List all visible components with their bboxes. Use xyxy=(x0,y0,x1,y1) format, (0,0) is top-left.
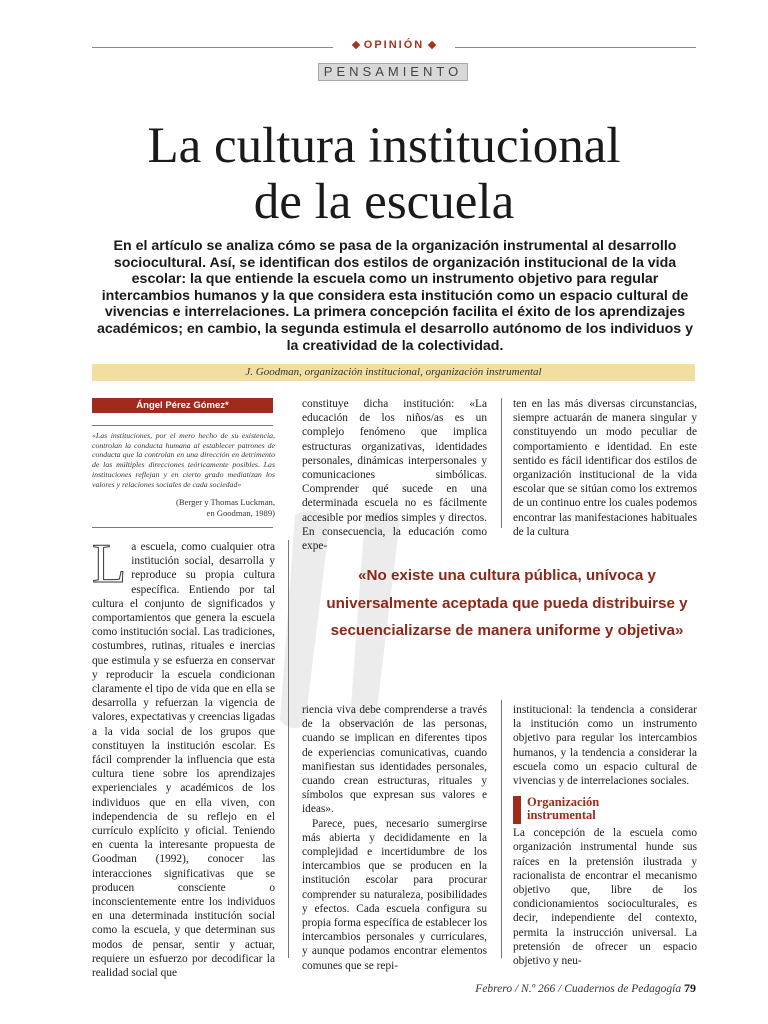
column-rule-1 xyxy=(288,540,289,958)
column-1 xyxy=(92,533,275,980)
article-title xyxy=(40,118,728,230)
footer-text: Febrero / N.º 266 / Cuadernos de Pedagogía xyxy=(475,983,682,995)
paragraph: La concepción de la escuela como organización instrumental hunde sus raíces en la pretensión ilustrada y racionalista de encontrar el mecanismo objetivo que, libre de los condicionamientos socioculturales, es decir, independiente del contexto, permita la instrucción universal. La pretensión de ofrecer un espacio objetivo y neu- xyxy=(513,827,697,968)
column-3-top: ten en las más diversas circunstancias, siempre actuarán de manera singular y constituyendo un modo peculiar de comportamiento e identidad. En este sentido es fácil identificar dos estilos de organización institucional de la vida escolar que se sitúan como los extremos de un continuo entre los cuales podemos encontrar las manifestaciones habituales de la cultura xyxy=(513,398,697,538)
keywords-band: J. Goodman, organización institucional, organización instrumental xyxy=(92,364,695,381)
paragraph: institucional: la tendencia a considerar la institución como un instrumento objetivo para regular los intercambios humanos, y la tendencia a considerar la escuela como un espacio cultural de vivencias y de interrelaciones sociales. xyxy=(513,704,697,788)
subheading xyxy=(513,796,697,824)
subsection-label: PENSAMIENTO xyxy=(318,63,468,81)
drop-cap: L xyxy=(92,533,127,595)
epigraph-source: (Berger y Thomas Luckman, en Goodman, 1989) xyxy=(176,497,275,518)
epigraph-quote: «Las instituciones, por el mero hecho de su existencia, controlan la conducta humana al establecer patrones de conducta que la controlan en una dirección en detrimento de las múltiples direcciones teóricamente posibles. Las instituciones reflejan y en cierto grado mediatizan los valores y relaciones sociales de cada sociedad» xyxy=(92,431,275,489)
column-1-text: a escuela, como cualquier otra institución social, desarrolla y reproduce su propia cultura específica. Entiendo por tal cultura el conjunto de significados y comportamientos que genera la escuela como institución social. Las tradiciones, costumbres, rutinas, rituales e inercias que estimula y se esfuerza en conservar y reproducir la escuela condicionan claramente el tipo de vida que en ella se desarrolla y refuerzan la vigencia de valores, expectativas y creencias ligadas a la vida social de los grupos que constituyen la institución escolar. Es fácil comprender la influencia que esta cultura tiene sobre los aprendizajes experienciales y académicos de los individuos que en ella viven, con independencia de su reflejo en el currículo explícito y oficial. Teniendo en cuenta la interesante propuesta de Goodman (1992), conocer las interacciones significativas que se producen consciente o inconscientemente entre los individuos en una determinada institución social como la escuela, y que determinan sus modos de pensar, sentir y actuar, requiere un esfuerzo por decodificar la realidad social que xyxy=(92,541,275,980)
column-rule-2a xyxy=(501,398,502,528)
column-rule-2b xyxy=(501,700,502,958)
page-footer xyxy=(420,981,696,996)
subheading-line-1: Organización xyxy=(527,795,600,810)
section-label: OPINIÓN xyxy=(341,39,447,51)
paragraph: Parece, pues, necesario sumergirse más abierta y decididamente en la complejidad e incertidumbre de los intercambios que se producen en la institución escolar para procurar comprender su naturaleza, posibilidades y efectos. Cada escuela configura su propia forma específica de establecer los intercambios personales y curriculares, y aunque podamos encontrar elementos comunes que se repi- xyxy=(302,817,487,972)
article-lead: En el artículo se analiza cómo se pasa de la organización instrumental al desarrollo sociocultural. Así, se identifican dos estilos de organización institucional de la vida escolar: la que entiende la escuela como un instrumento objetivo para regular intercambios humanos y la que considera esta institución como un espacio cultural de vivencias e interrelaciones. La primera concepción facilita el éxito de los aprendizajes académicos; en cambio, la segunda estimula el desarrollo autónomo de los individuos y la creatividad de la colectividad. xyxy=(96,238,694,354)
title-line-2: de la escuela xyxy=(253,174,515,230)
header-rule-left xyxy=(92,47,333,48)
title-line-1: La cultura institucional xyxy=(147,118,621,174)
diamond-icon xyxy=(352,40,360,48)
epigraph-rule-top xyxy=(92,425,273,426)
author-name: Ángel Pérez Gómez* xyxy=(92,398,273,413)
pull-quote: «No existe una cultura pública, unívoca y universalmente aceptada que pueda distribuirse y secuencializarse de manera uniforme y objetiva» xyxy=(326,567,688,639)
subheading-line-2: instrumental xyxy=(527,808,596,823)
header-rule-right xyxy=(455,47,696,48)
column-2-top: constituye dicha institución: «La educación de los niños/as es un complejo fenómeno que implica estructuras organizativas, identidades personales, dinámicas interpersonales y comunicaciones simbólicas. Comprender qué sucede en una determinada escuela no es fácilmente accesible por medios simples y directos. En consecuencia, la educación como expe- xyxy=(302,398,487,553)
epigraph-rule-bottom xyxy=(92,527,273,528)
page-number: 79 xyxy=(684,981,696,995)
column-2-bottom xyxy=(302,703,487,973)
diamond-icon xyxy=(428,40,436,48)
subheading-bar xyxy=(513,796,521,824)
paragraph: riencia viva debe comprenderse a través de la observación de las personas, cuando se implican en diferentes tipos de experiencias comunicativas, cuando manifiestan sus identidades personales, cuando crean estructuras, rituales y símbolos que expresan sus valores e ideas». xyxy=(302,704,487,816)
column-3-bottom xyxy=(513,703,697,968)
